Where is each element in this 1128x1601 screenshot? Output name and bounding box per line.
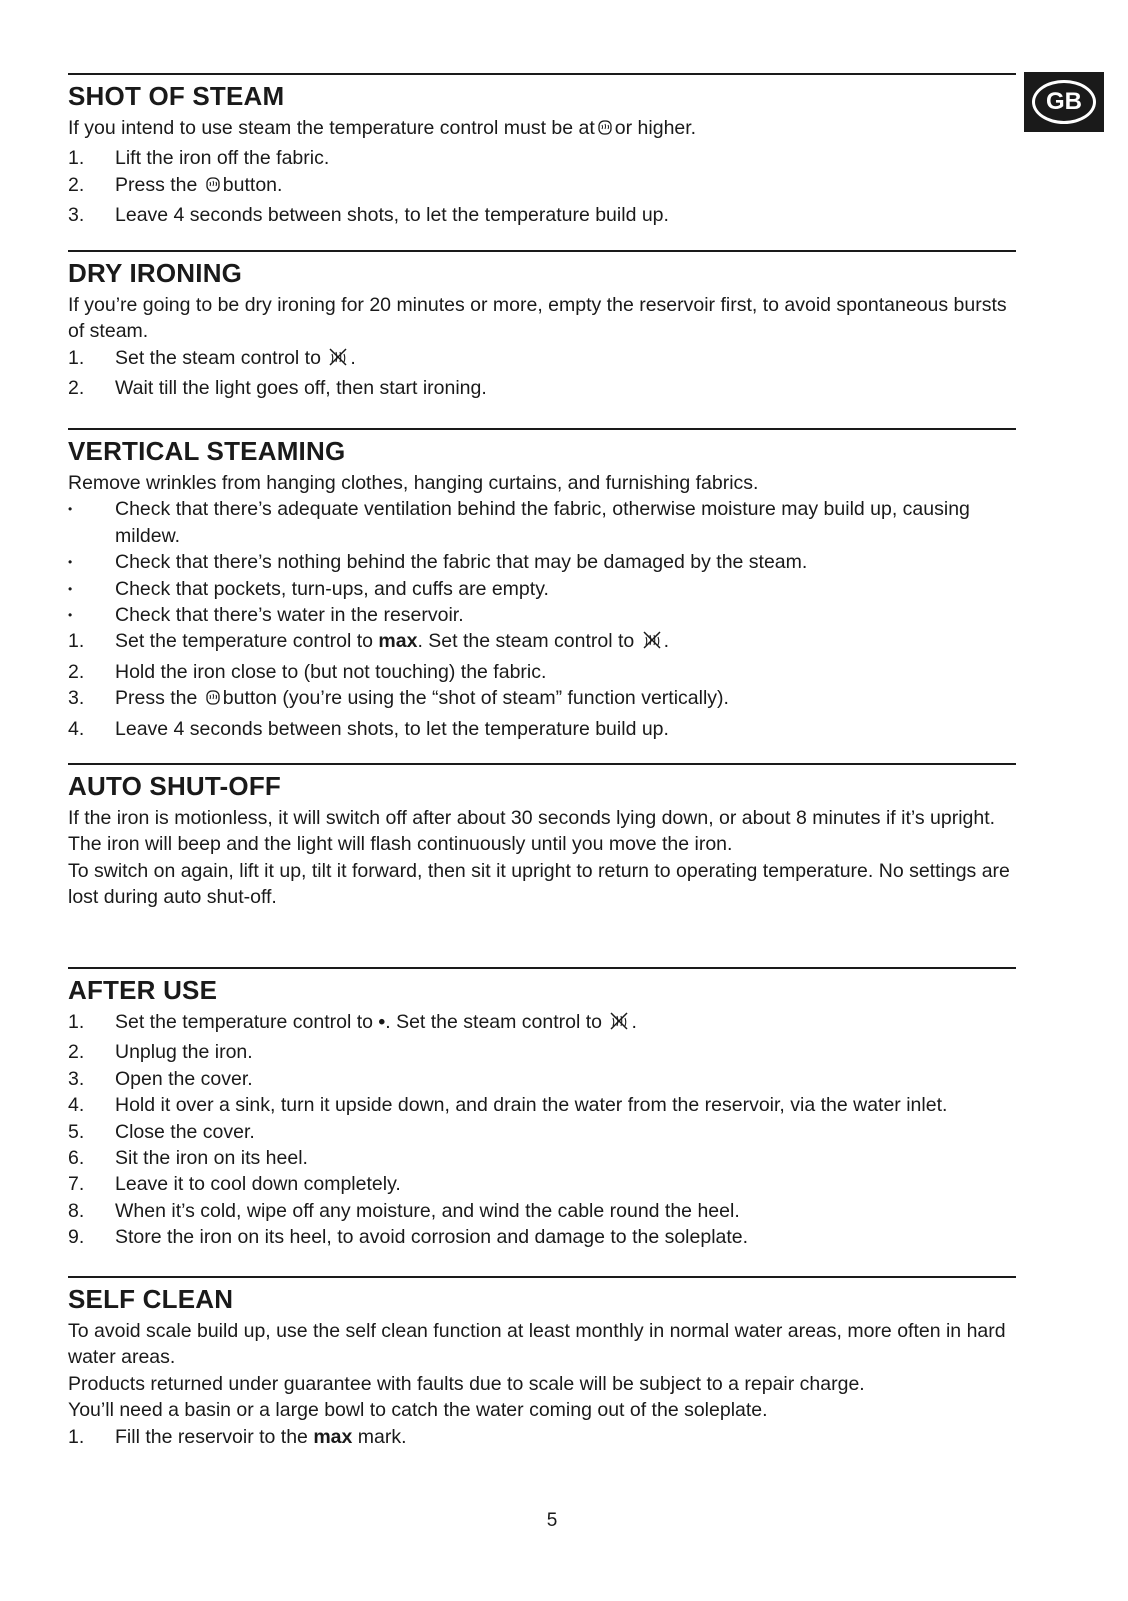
list-item: 1. Fill the reservoir to the max mark. bbox=[68, 1425, 407, 1448]
list-item: 1. Lift the iron off the fabric. bbox=[68, 147, 330, 170]
paragraph: To switch on again, lift it up, tilt it forward, then sit it upright to return to operating temperature. No settings are lost during auto shut-off. bbox=[68, 859, 1010, 909]
list-item: 3. Leave 4 seconds between shots, to let the temperature build up. bbox=[68, 204, 669, 227]
section-vertical-steaming bbox=[68, 428, 1016, 742]
bullet-item: • Check that there’s adequate ventilation behind the fabric, otherwise moisture may build up, causing mildew. bbox=[68, 498, 970, 547]
paragraph: The iron will beep and the light will flash continuously until you move the iron. bbox=[68, 833, 733, 856]
section-title: SHOT OF STEAM bbox=[68, 81, 285, 111]
section-intro: Remove wrinkles from hanging clothes, hanging curtains, and furnishing fabrics. bbox=[68, 472, 759, 494]
section-title: SELF CLEAN bbox=[68, 1284, 234, 1314]
list-item: 2. Press the button. bbox=[68, 172, 1016, 202]
list-item: 4. Hold it over a sink, turn it upside down, and drain the water from the reservoir, via the water inlet. bbox=[68, 1094, 948, 1117]
list-item: 4. Leave 4 seconds between shots, to let the temperature build up. bbox=[68, 717, 669, 740]
list-item: 3. Open the cover. bbox=[68, 1067, 253, 1090]
list-item: 9. Store the iron on its heel, to avoid corrosion and damage to the soleplate. bbox=[68, 1226, 749, 1249]
section-intro: If you intend to use steam the temperature control must be at or higher. bbox=[68, 115, 1016, 145]
section-after-use bbox=[68, 967, 1016, 1251]
steam-shot-icon bbox=[596, 118, 614, 145]
list-item: 1. Set the temperature control to •. Set the steam control to . bbox=[68, 1009, 1016, 1039]
bullet-item: • Check that there’s nothing behind the fabric that may be damaged by the steam. bbox=[68, 551, 808, 574]
list-item: 5. Close the cover. bbox=[68, 1120, 255, 1143]
steam-shot-icon bbox=[204, 175, 222, 202]
section-title: DRY IRONING bbox=[68, 258, 243, 288]
no-steam-icon bbox=[327, 346, 349, 375]
paragraph: Products returned under guarantee with faults due to scale will be subject to a repair charge. bbox=[68, 1372, 865, 1395]
list-item: 3. Press the button (you’re using the “shot of steam” function vertically). bbox=[68, 685, 1016, 715]
list-item: 7. Leave it to cool down completely. bbox=[68, 1173, 401, 1196]
section-dry-ironing bbox=[68, 250, 1016, 402]
paragraph: If the iron is motionless, it will switch off after about 30 seconds lying down, or about 8 minutes if it’s upright. bbox=[68, 807, 996, 829]
list-item: 2. Unplug the iron. bbox=[68, 1041, 253, 1064]
list-item: 2. Hold the iron close to (but not touching) the fabric. bbox=[68, 660, 547, 683]
list-item: 2. Wait till the light goes off, then start ironing. bbox=[68, 377, 487, 400]
section-self-clean bbox=[68, 1276, 1016, 1450]
section-shot-of-steam bbox=[68, 73, 1016, 229]
section-auto-shut-off bbox=[68, 763, 1016, 911]
language-badge bbox=[1024, 72, 1104, 132]
min-temp-dot: • bbox=[378, 1011, 386, 1033]
paragraph: You’ll need a basin or a large bowl to catch the water coming out of the soleplate. bbox=[68, 1399, 768, 1422]
no-steam-icon bbox=[608, 1010, 630, 1039]
section-title: AFTER USE bbox=[68, 975, 218, 1005]
steam-shot-icon bbox=[204, 688, 222, 715]
section-intro: If you’re going to be dry ironing for 20 minutes or more, empty the reservoir first, to avoid spontaneous bursts of steam. bbox=[68, 294, 1007, 343]
no-steam-icon bbox=[641, 629, 663, 658]
page-number: 5 bbox=[546, 1510, 558, 1531]
list-item: 1. Set the temperature control to max. Set the steam control to . bbox=[68, 628, 1016, 658]
language-badge-label: GB bbox=[1032, 80, 1096, 124]
bullet-item: • Check that there’s water in the reservoir. bbox=[68, 604, 464, 627]
section-title: AUTO SHUT-OFF bbox=[68, 771, 281, 801]
list-item: 6. Sit the iron on its heel. bbox=[68, 1147, 308, 1170]
bullet-item: • Check that pockets, turn-ups, and cuffs are empty. bbox=[68, 577, 549, 600]
section-title: VERTICAL STEAMING bbox=[68, 436, 346, 466]
list-item: 8. When it’s cold, wipe off any moisture, and wind the cable round the heel. bbox=[68, 1199, 740, 1222]
paragraph: To avoid scale build up, use the self clean function at least monthly in normal water areas, more often in hard water areas. bbox=[68, 1320, 1006, 1369]
list-item: 1. Set the steam control to . bbox=[68, 345, 1016, 375]
